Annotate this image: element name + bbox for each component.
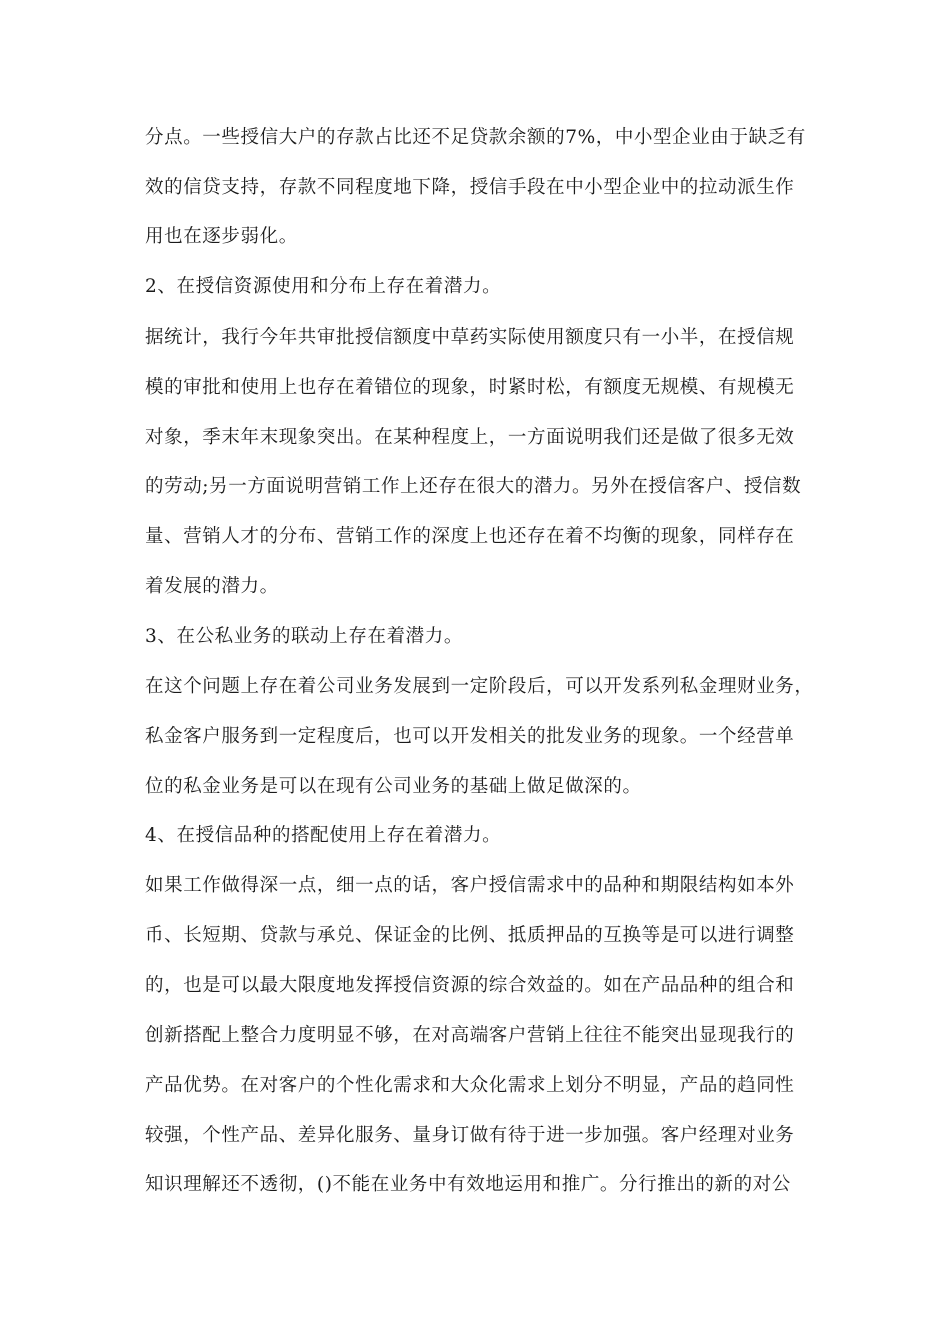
section-heading: 3、在公私业务的联动上存在着潜力。 bbox=[145, 626, 463, 647]
text-line: 的，也是可以最大限度地发挥授信资源的综合效益的。如在产品品种的组合和 bbox=[145, 975, 795, 996]
text-line: 效的信贷支持，存款不同程度地下降，授信手段在中小型企业中的拉动派生作 bbox=[145, 177, 795, 198]
section-heading: 4、在授信品种的搭配使用上存在着潜力。 bbox=[145, 825, 502, 846]
section-heading: 2、在授信资源使用和分布上存在着潜力。 bbox=[145, 276, 502, 297]
text-line: 知识理解还不透彻，()不能在业务中有效地运用和推广。分行推出的新的对公 bbox=[145, 1174, 791, 1195]
text-line: 产品优势。在对客户的个性化需求和大众化需求上划分不明显，产品的趋同性 bbox=[145, 1075, 795, 1096]
text-line: 私金客户服务到一定程度后，也可以开发相关的批发业务的现象。一个经营单 bbox=[145, 726, 795, 747]
text-line: 的劳动;另一方面说明营销工作上还存在很大的潜力。另外在授信客户、授信数 bbox=[145, 476, 802, 497]
text-line: 在这个问题上存在着公司业务发展到一定阶段后，可以开发系列私金理财业务， bbox=[145, 676, 814, 697]
text-line: 创新搭配上整合力度明显不够，在对高端客户营销上往往不能突出显现我行的 bbox=[145, 1025, 795, 1046]
text-line: 分点。一些授信大户的存款占比还不足贷款余额的7%，中小型企业由于缺乏有 bbox=[145, 127, 806, 148]
text-line: 据统计，我行今年共审批授信额度中草药实际使用额度只有一小半，在授信规 bbox=[145, 327, 795, 348]
text-line: 较强，个性产品、差异化服务、量身订做有待于进一步加强。客户经理对业务 bbox=[145, 1125, 795, 1146]
text-line: 币、长短期、贷款与承兑、保证金的比例、抵质押品的互换等是可以进行调整 bbox=[145, 925, 795, 946]
text-line: 对象，季末年末现象突出。在某种程度上，一方面说明我们还是做了很多无效 bbox=[145, 427, 795, 448]
text-line: 着发展的潜力。 bbox=[145, 576, 279, 597]
text-line: 用也在逐步弱化。 bbox=[145, 226, 298, 247]
text-line: 位的私金业务是可以在现有公司业务的基础上做足做深的。 bbox=[145, 776, 642, 797]
text-line: 模的审批和使用上也存在着错位的现象，时紧时松，有额度无规模、有规模无 bbox=[145, 377, 795, 398]
text-line: 量、营销人才的分布、营销工作的深度上也还存在着不均衡的现象，同样存在 bbox=[145, 526, 795, 547]
text-line: 如果工作做得深一点，细一点的话，客户授信需求中的品种和期限结构如本外 bbox=[145, 875, 795, 896]
